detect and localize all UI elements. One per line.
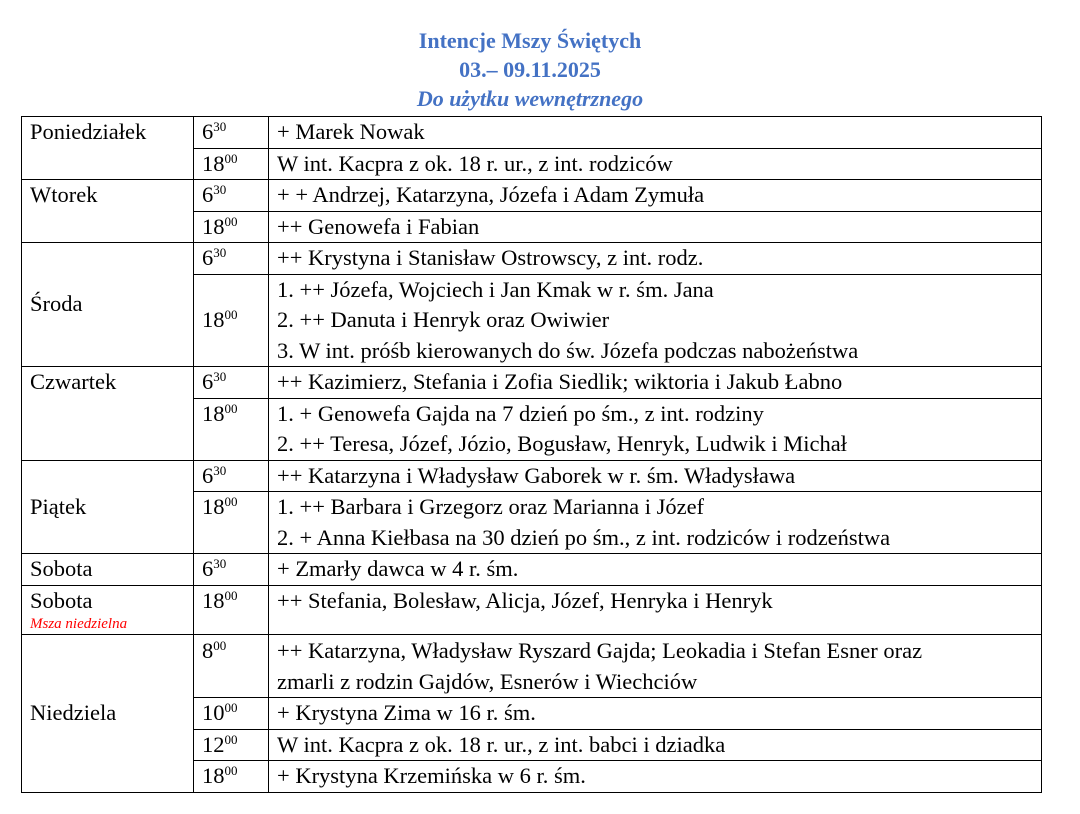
intention-cell — [269, 460, 1042, 492]
mass-time: $18^{00}$ — [194, 761, 269, 793]
day-name: Poniedziałek — [22, 117, 194, 180]
intention-cell — [269, 698, 1042, 730]
document-title: Intencje Mszy Świętych — [418, 28, 642, 53]
intention-line: ++ Genowefa i Fabian — [277, 213, 480, 239]
mass-time: $6^{30}$ — [194, 367, 269, 399]
mass-time: $18^{00}$ — [194, 274, 269, 367]
intention-cell — [269, 761, 1042, 793]
mass-time: $6^{30}$ — [194, 554, 269, 586]
day-cell — [22, 585, 194, 635]
table-row — [22, 585, 1042, 635]
table-row — [22, 180, 1042, 212]
intention-cell — [269, 274, 1042, 367]
day-name: Czwartek — [22, 367, 194, 461]
day-name: Niedziela — [22, 635, 194, 793]
intention-cell — [269, 492, 1042, 554]
document-header — [0, 26, 1060, 113]
intention-cell — [269, 554, 1042, 586]
day-name: Środa — [22, 243, 194, 367]
mass-time: $6^{30}$ — [194, 117, 269, 149]
table-row — [22, 460, 1042, 492]
intention-line: 1. + Genowefa Gajda na 7 dzień po śm., z int. rodziny — [277, 400, 764, 426]
intention-line: ++ Kazimierz, Stefania i Zofia Siedlik; wiktoria i Jakub Łabno — [277, 369, 843, 394]
mass-time: $12^{00}$ — [194, 729, 269, 761]
intention-line: + + Andrzej, Katarzyna, Józefa i Adam Zymuła — [277, 182, 705, 207]
intention-line: 2. ++ Teresa, Józef, Józio, Bogusław, Henryk, Ludwik i Michał — [277, 431, 847, 456]
intention-line: + Zmarły dawca w 4 r. śm. — [277, 556, 519, 581]
mass-time: $18^{00}$ — [194, 211, 269, 243]
mass-time: $18^{00}$ — [194, 398, 269, 460]
intention-line: W int. Kacpra z ok. 18 r. ur., z int. rodziców — [277, 150, 673, 176]
table-row — [22, 367, 1042, 399]
day-name: Piątek — [22, 460, 194, 554]
document-subtitle: Do użytku wewnętrznego — [416, 86, 644, 111]
mass-time: $6^{30}$ — [194, 243, 269, 275]
intention-line: W int. Kacpra z ok. 18 r. ur., z int. babci i dziadka — [277, 731, 726, 757]
table-row — [22, 635, 1042, 698]
mass-time: $6^{30}$ — [194, 180, 269, 212]
intention-line: ++ Katarzyna, Władysław Ryszard Gajda; Leokadia i Stefan Esner oraz — [277, 638, 923, 663]
intention-cell — [269, 729, 1042, 761]
table-row — [22, 554, 1042, 586]
intention-cell — [269, 180, 1042, 212]
mass-time: $8^{00}$ — [194, 635, 269, 698]
intention-cell — [269, 148, 1042, 180]
intention-cell — [269, 398, 1042, 460]
intention-cell — [269, 635, 1042, 698]
mass-time: $10^{00}$ — [194, 698, 269, 730]
intention-line: + Krystyna Zima w 16 r. śm. — [277, 700, 536, 725]
intention-line: ++ Krystyna i Stanisław Ostrowscy, z int. rodz. — [277, 245, 704, 270]
intention-line: + Krystyna Krzemińska w 6 r. śm. — [277, 763, 586, 788]
intention-line: 1. ++ Józefa, Wojciech i Jan Kmak w r. śm. Jana — [277, 276, 714, 302]
day-name: Sobota — [30, 587, 93, 613]
date-range: 03.– 09.11.2025 — [459, 57, 601, 82]
intention-line: 2. ++ Danuta i Henryk oraz Owiwier — [277, 307, 610, 332]
table-row — [22, 117, 1042, 149]
intention-cell — [269, 211, 1042, 243]
intention-line: 1. ++ Barbara i Grzegorz oraz Marianna i Józef — [277, 494, 705, 519]
intention-cell — [269, 585, 1042, 635]
intention-line: 2. + Anna Kiełbasa na 30 dzień po śm., z int. rodziców i rodzeństwa — [277, 524, 891, 550]
mass-intentions-table — [21, 116, 1042, 793]
intention-line: + Marek Nowak — [277, 119, 425, 144]
intention-line: zmarli z rodzin Gajdów, Esnerów i Wiechciów — [277, 668, 698, 694]
mass-time: $18^{00}$ — [194, 585, 269, 635]
intention-cell — [269, 243, 1042, 275]
intention-cell — [269, 367, 1042, 399]
table-row — [22, 243, 1042, 275]
mass-time: $18^{00}$ — [194, 148, 269, 180]
day-name: Wtorek — [22, 180, 194, 243]
intention-line: ++ Katarzyna i Władysław Gaborek w r. śm. Władysława — [277, 462, 796, 488]
intention-cell — [269, 117, 1042, 149]
mass-time: $6^{30}$ — [194, 460, 269, 492]
intention-line: 3. W int. próśb kierowanych do św. Józefa podczas nabożeństwa — [277, 337, 859, 363]
intention-line: ++ Stefania, Bolesław, Alicja, Józef, Henryka i Henryk — [277, 587, 773, 613]
sunday-mass-note: Msza niedzielna — [30, 616, 128, 632]
day-name: Sobota — [22, 554, 194, 586]
mass-time: $18^{00}$ — [194, 492, 269, 554]
